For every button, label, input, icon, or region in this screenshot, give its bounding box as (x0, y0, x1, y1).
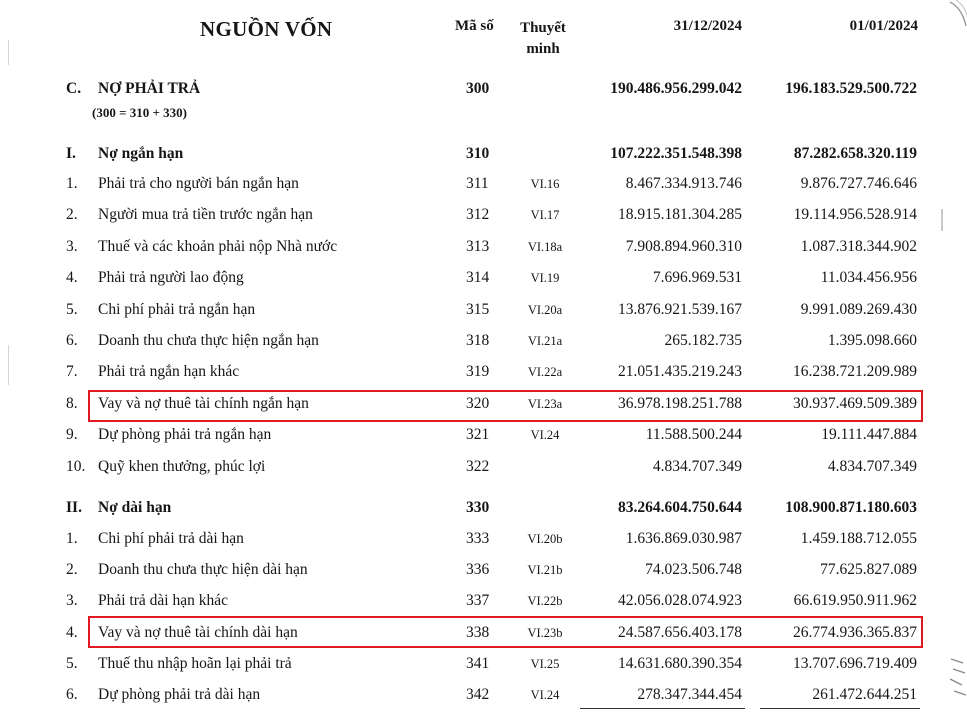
column-header-note: Thuyết minh (520, 20, 566, 57)
row-index: 6. (66, 332, 78, 349)
corner-seal-fragment (946, 0, 967, 30)
row-current-value: 278.347.344.454 (637, 686, 742, 703)
row-code: 333 (466, 530, 490, 547)
row-current-value: 107.222.351.548.398 (610, 145, 742, 162)
row-current-value: 83.264.604.750.644 (618, 499, 742, 516)
short-term-liabilities-row (0, 140, 967, 168)
row-note: VI.24 (530, 688, 560, 702)
row-previous-value: 30.937.469.509.389 (793, 394, 917, 412)
row-code: 321 (466, 426, 490, 444)
row-code: 342 (466, 686, 490, 703)
column-header-capital: NGUỒN VỐN (200, 17, 333, 41)
row-note: VI.19 (530, 271, 560, 286)
row-index: 1. (66, 530, 78, 547)
row-index: 5. (66, 300, 78, 318)
table-row (0, 453, 967, 481)
section-formula: (300 = 310 + 330) (92, 105, 187, 120)
row-note: VI.16 (530, 177, 560, 191)
table-row (0, 525, 967, 553)
row-index: 1. (66, 175, 78, 192)
row-index: 4. (66, 623, 78, 641)
row-name: Phải trả người lao động (98, 269, 244, 287)
row-current-value: 18.915.181.304.285 (618, 206, 742, 224)
row-index: 3. (66, 237, 78, 255)
row-current-value: 42.056.028.074.923 (618, 592, 742, 610)
row-note: VI.23b (527, 625, 563, 640)
row-name: Phải trả cho người bán ngắn hạn (98, 175, 299, 192)
row-note: VI.20b (527, 532, 563, 546)
row-previous-value: 77.625.827.089 (820, 561, 917, 579)
row-code: 311 (466, 175, 489, 192)
row-current-value: 74.023.506.748 (645, 561, 742, 579)
table-row (0, 587, 967, 615)
row-code: 300 (466, 80, 490, 97)
column-header-previous-date: 01/01/2024 (849, 18, 918, 34)
row-current-value: 1.636.869.030.987 (625, 530, 742, 547)
row-current-value: 14.631.680.390.354 (618, 654, 742, 672)
row-index: 2. (66, 206, 78, 224)
row-previous-value: 108.900.871.180.603 (785, 499, 917, 516)
row-name: Phải trả dài hạn khác (98, 592, 228, 610)
row-index: 9. (66, 426, 78, 444)
highlight-short-term-loans (88, 390, 923, 422)
row-index: 10. (66, 457, 86, 475)
row-note: VI.21b (527, 563, 563, 578)
row-code: 315 (466, 300, 490, 318)
row-name: Doanh thu chưa thực hiện dài hạn (98, 561, 308, 579)
row-code: 314 (466, 269, 490, 287)
row-current-value: 8.467.334.913.746 (625, 175, 742, 192)
row-index: 6. (66, 686, 78, 703)
row-name: Dự phòng phải trả dài hạn (98, 686, 261, 703)
row-code: 313 (466, 237, 490, 255)
row-previous-value: 16.238.721.209.989 (793, 363, 917, 381)
row-index: 8. (66, 394, 78, 412)
row-previous-value: 19.111.447.884 (821, 426, 917, 444)
column-header-current-date: 31/12/2024 (673, 18, 742, 34)
row-note: VI.23a (527, 396, 563, 411)
column-header-code: Mã số (455, 18, 494, 34)
table-row (0, 170, 967, 198)
row-previous-value: 87.282.658.320.119 (793, 145, 917, 162)
row-name: Quỹ khen thưởng, phúc lợi (98, 457, 266, 475)
row-previous-value: 1.087.318.344.902 (800, 237, 917, 255)
row-current-value: 4.834.707.349 (652, 457, 742, 475)
table-row (0, 201, 967, 229)
row-code: 330 (466, 499, 490, 516)
row-name: Người mua trả tiền trước ngắn hạn (98, 206, 313, 224)
row-note: VI.18a (527, 239, 563, 254)
row-name: Phải trả ngắn hạn khác (98, 363, 240, 381)
row-name: NỢ PHẢI TRẢ (98, 80, 201, 97)
table-row (0, 296, 967, 324)
row-name: Chi phí phải trả ngắn hạn (98, 300, 256, 318)
row-code: 320 (466, 394, 490, 412)
row-previous-value: 9.876.727.746.646 (800, 175, 917, 192)
row-code: 318 (466, 332, 490, 349)
row-code: 310 (466, 145, 490, 162)
row-previous-value: 13.707.696.719.409 (793, 654, 917, 672)
scan-mark-left (8, 40, 9, 65)
row-note: VI.21a (527, 334, 563, 348)
row-previous-value: 4.834.707.349 (827, 457, 917, 475)
row-code: 319 (466, 363, 490, 381)
row-note: VI.17 (530, 208, 560, 223)
row-index: 5. (66, 654, 78, 672)
row-current-value: 21.051.435.219.243 (618, 363, 742, 381)
row-current-value: 13.876.921.539.167 (618, 300, 742, 318)
row-previous-value: 1.395.098.660 (827, 332, 917, 349)
table-row (0, 650, 967, 678)
row-name: Vay và nợ thuê tài chính dài hạn (98, 623, 298, 641)
section-liabilities-row (0, 75, 967, 103)
row-current-value: 24.587.656.403.178 (618, 623, 742, 641)
row-name: Dự phòng phải trả ngắn hạn (98, 426, 272, 444)
row-current-value: 190.486.956.299.042 (610, 80, 742, 97)
row-previous-value: 9.991.089.269.430 (800, 300, 917, 318)
row-code: 336 (466, 561, 490, 579)
row-previous-value: 26.774.936.365.837 (793, 623, 917, 641)
row-index: C. (66, 80, 82, 97)
row-code: 312 (466, 206, 490, 224)
table-row (0, 327, 967, 355)
row-name: Nợ ngắn hạn (98, 145, 184, 162)
table-row (0, 358, 967, 386)
row-name: Thuế và các khoản phải nộp Nhà nước (98, 237, 338, 255)
row-code: 322 (466, 457, 490, 475)
row-name: Chi phí phải trả dài hạn (98, 530, 244, 547)
row-previous-value: 261.472.644.251 (812, 686, 917, 703)
table-row (0, 556, 967, 584)
row-previous-value: 1.459.188.712.055 (800, 530, 917, 547)
row-index: 4. (66, 269, 78, 287)
row-name: Thuế thu nhập hoãn lại phải trả (98, 654, 292, 672)
row-note: VI.22a (527, 365, 563, 380)
row-current-value: 36.978.198.251.788 (618, 394, 742, 412)
total-rule-current (580, 708, 745, 709)
row-index: I. (66, 145, 76, 162)
row-note: VI.20a (527, 302, 563, 317)
row-note: VI.22b (527, 594, 563, 609)
row-code: 341 (466, 654, 490, 672)
row-previous-value: 11.034.456.956 (820, 269, 917, 287)
row-previous-value: 66.619.950.911.962 (793, 592, 917, 610)
row-name: Doanh thu chưa thực hiện ngắn hạn (98, 332, 319, 349)
long-term-liabilities-row (0, 494, 967, 522)
row-current-value: 265.182.735 (664, 332, 742, 349)
row-index: 2. (66, 561, 78, 579)
row-name: Vay và nợ thuê tài chính ngắn hạn (98, 394, 309, 412)
row-current-value: 11.588.500.244 (645, 426, 742, 444)
table-row (0, 681, 967, 709)
row-code: 338 (466, 623, 490, 641)
row-previous-value: 196.183.529.500.722 (785, 80, 917, 97)
table-row (0, 421, 967, 449)
total-rule-previous (760, 708, 920, 709)
row-note: VI.25 (530, 656, 560, 671)
row-note: VI.24 (530, 428, 560, 443)
row-previous-value: 19.114.956.528.914 (793, 206, 917, 224)
row-current-value: 7.908.894.960.310 (625, 237, 742, 255)
table-row (0, 264, 967, 292)
table-row (0, 233, 967, 261)
row-index: 3. (66, 592, 78, 610)
row-index: 7. (66, 363, 78, 381)
row-current-value: 7.696.969.531 (652, 269, 742, 287)
highlight-long-term-loans (88, 616, 923, 648)
row-code: 337 (466, 592, 490, 610)
row-name: Nợ dài hạn (98, 499, 172, 516)
row-index: II. (66, 499, 82, 516)
